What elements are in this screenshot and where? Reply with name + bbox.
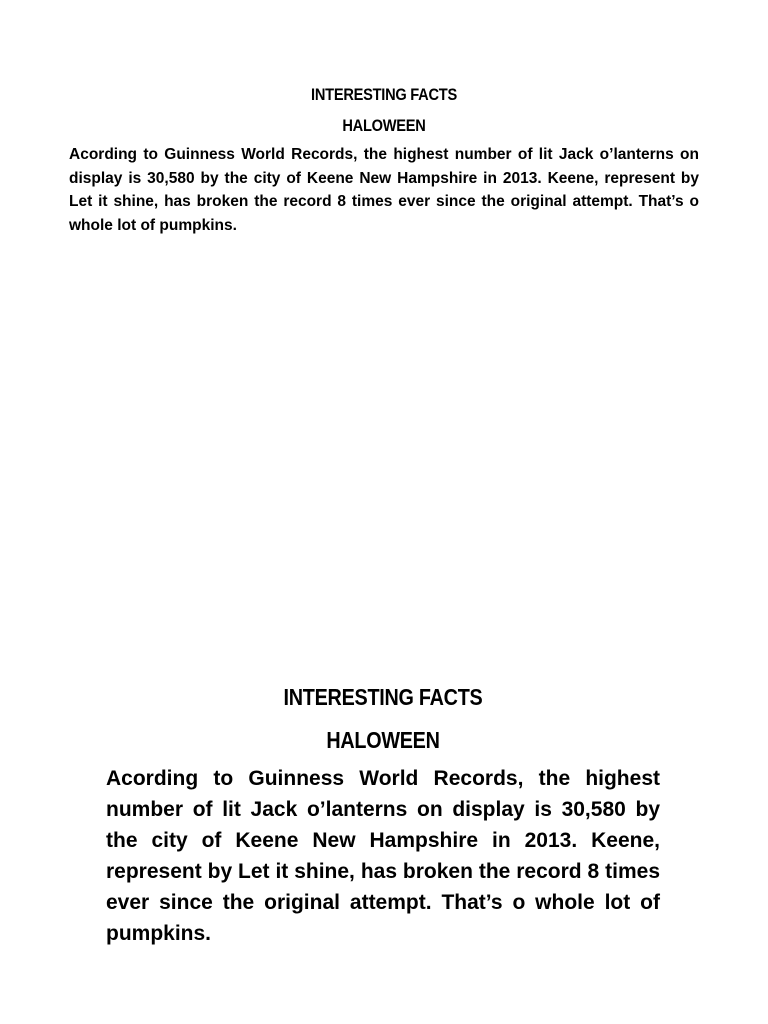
fact-paragraph: Acording to Guinness World Records, the highest number of lit Jack o’lanterns on display is 30,580 by the city of Keene New Hampshire in 2013. Keene, represent by Let it shine, has broken the record 8 times ever since the original attempt. That’s o whole lot of pumpkins. xyxy=(69,146,699,234)
section-subtitle: HALOWEEN xyxy=(342,116,426,135)
section-title: INTERESTING FACTS xyxy=(311,85,457,104)
fact-block-large xyxy=(106,682,660,949)
fact-paragraph: Acording to Guinness World Records, the highest number of lit Jack o’lanterns on display is 30,580 by the city of Keene New Hampshire in 2013. Keene, represent by Let it shine, has broken the record 8 times ever since the original attempt. That’s o whole lot of pumpkins. xyxy=(106,767,660,945)
fact-block-small xyxy=(69,84,699,237)
section-subtitle: HALOWEEN xyxy=(326,727,440,753)
section-title: INTERESTING FACTS xyxy=(283,684,483,710)
